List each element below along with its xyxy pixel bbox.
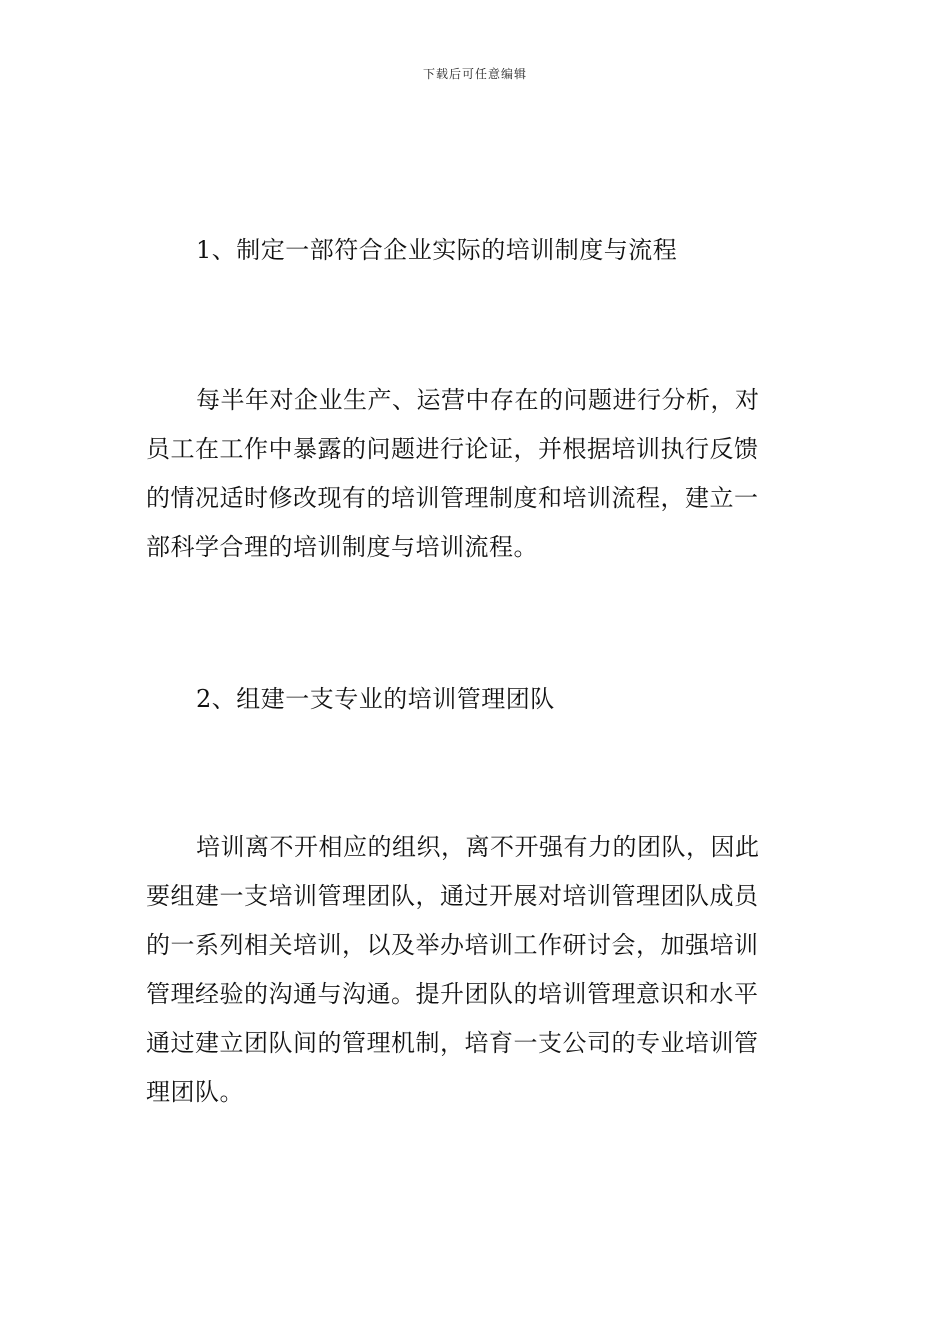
paragraph-line: 通过建立团队间的管理机制，培育一支公司的专业培训管 — [146, 1029, 759, 1057]
paragraph-line: 理团队。 — [146, 1078, 244, 1106]
section-heading-1: 1、制定一部符合企业实际的培训制度与流程 — [196, 236, 678, 264]
paragraph-line: 的情况适时修改现有的培训管理制度和培训流程，建立一 — [146, 484, 759, 512]
paragraph-line: 要组建一支培训管理团队，通过开展对培训管理团队成员 — [146, 882, 759, 910]
section-paragraph-1 — [146, 376, 806, 572]
paragraph-line: 培训离不开相应的组织，离不开强有力的团队，因此 — [196, 833, 760, 861]
section-paragraph-2 — [146, 823, 806, 1117]
header-note: 下载后可任意编辑 — [422, 67, 527, 81]
section-heading-2: 2、组建一支专业的培训管理团队 — [196, 685, 555, 713]
paragraph-line: 员工在工作中暴露的问题进行论证，并根据培训执行反馈 — [146, 435, 759, 463]
paragraph-line: 管理经验的沟通与沟通。提升团队的培训管理意识和水平 — [146, 980, 759, 1008]
paragraph-line: 部科学合理的培训制度与培训流程。 — [146, 533, 538, 561]
paragraph-line: 的一系列相关培训，以及举办培训工作研讨会，加强培训 — [146, 931, 759, 959]
paragraph-line: 每半年对企业生产、运营中存在的问题进行分析，对 — [196, 386, 760, 414]
